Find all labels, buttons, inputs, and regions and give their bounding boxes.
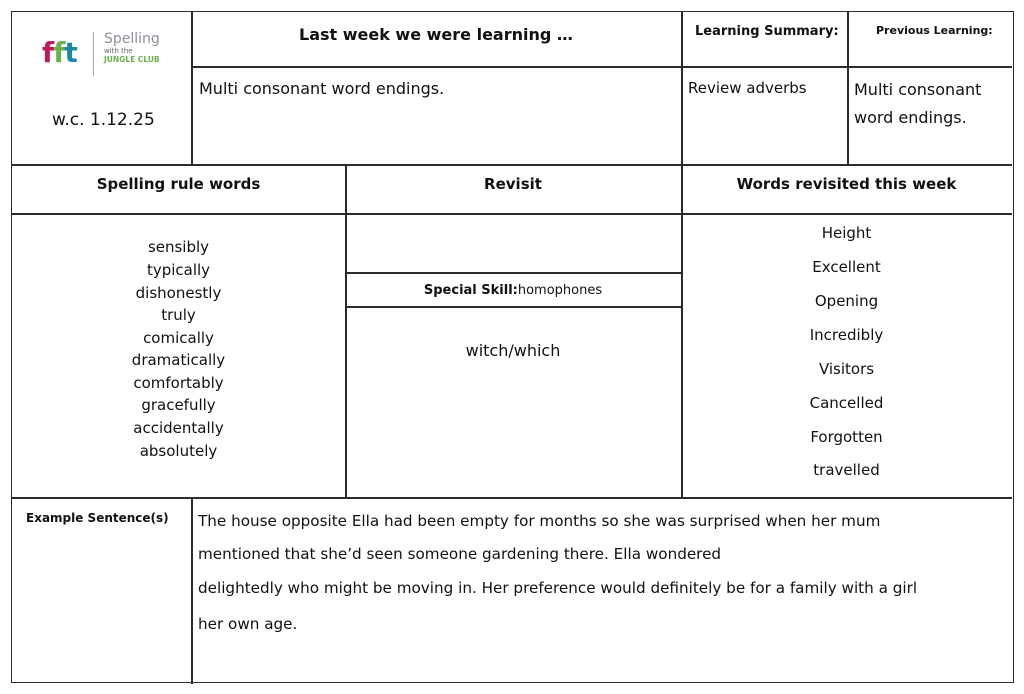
divider (12, 497, 1012, 499)
example-sentence-line: her own age. (198, 615, 298, 633)
last-week-title: Last week we were learning … (299, 25, 573, 44)
logo-separator (93, 32, 94, 76)
special-skill (345, 283, 681, 298)
list-item: comically (143, 329, 214, 347)
list-item: Cancelled (809, 394, 884, 412)
list-item: dishonestly (135, 284, 222, 302)
divider (12, 164, 1012, 166)
logo-subtitle: with the (104, 47, 133, 55)
list-item: Visitors (818, 360, 875, 378)
list-item: travelled (813, 461, 880, 479)
list-item: truly (161, 306, 196, 324)
list-item: gracefully (141, 396, 216, 414)
list-item: Excellent (812, 258, 881, 276)
words-revisited-title: Words revisited this week (736, 175, 957, 193)
spelling-rule-words-title: Spelling rule words (96, 175, 261, 193)
list-item: absolutely (139, 442, 218, 460)
logo-letter: t (64, 36, 77, 69)
list-item: accidentally (133, 419, 224, 437)
special-skill-example: witch/which (465, 341, 561, 360)
divider (191, 499, 193, 684)
last-week-content: Multi consonant word endings. (199, 79, 445, 98)
previous-learning-content: word endings. (854, 108, 967, 127)
logo-title: Spelling (104, 31, 160, 47)
list-item: Opening (814, 292, 879, 310)
list-item: sensibly (147, 238, 210, 256)
example-sentence-line: mentioned that she’d seen someone gardening there. Ella wondered (198, 545, 722, 563)
spelling-worksheet (11, 11, 1014, 683)
logo-letter: f (53, 36, 65, 69)
list-item: Forgotten (810, 428, 883, 446)
example-sentence-label: Example Sentence(s) (26, 511, 169, 525)
list-item: dramatically (131, 351, 226, 369)
previous-learning-content: Multi consonant (854, 80, 982, 99)
fft-spelling-logo (42, 30, 192, 80)
divider (681, 12, 683, 499)
previous-learning-title: Previous Learning: (876, 24, 993, 37)
list-item: comfortably (133, 374, 224, 392)
divider (191, 66, 1012, 68)
special-skill-label: Special Skill: (423, 283, 518, 298)
logo-text (104, 32, 160, 64)
divider (847, 12, 849, 164)
learning-summary-title: Learning Summary: (695, 24, 839, 39)
example-sentence-line: delightedly who might be moving in. Her preference would definitely be for a family with a girl (198, 579, 918, 597)
list-item: typically (146, 261, 211, 279)
special-skill-value: homophones (517, 283, 603, 298)
revisit-title: Revisit (484, 175, 542, 193)
week-commencing: w.c. 1.12.25 (52, 110, 155, 130)
divider (12, 213, 1012, 215)
list-item: Height (821, 224, 872, 242)
learning-summary-content: Review adverbs (688, 79, 807, 97)
logo-letter: f (42, 36, 54, 69)
divider (345, 306, 681, 308)
example-sentence-line: The house opposite Ella had been empty for months so she was surprised when her mum (198, 512, 881, 530)
fft-logo-mark (42, 36, 77, 69)
logo-club-name: JUNGLE CLUB (104, 55, 160, 64)
list-item: Incredibly (809, 326, 884, 344)
divider (345, 272, 681, 274)
